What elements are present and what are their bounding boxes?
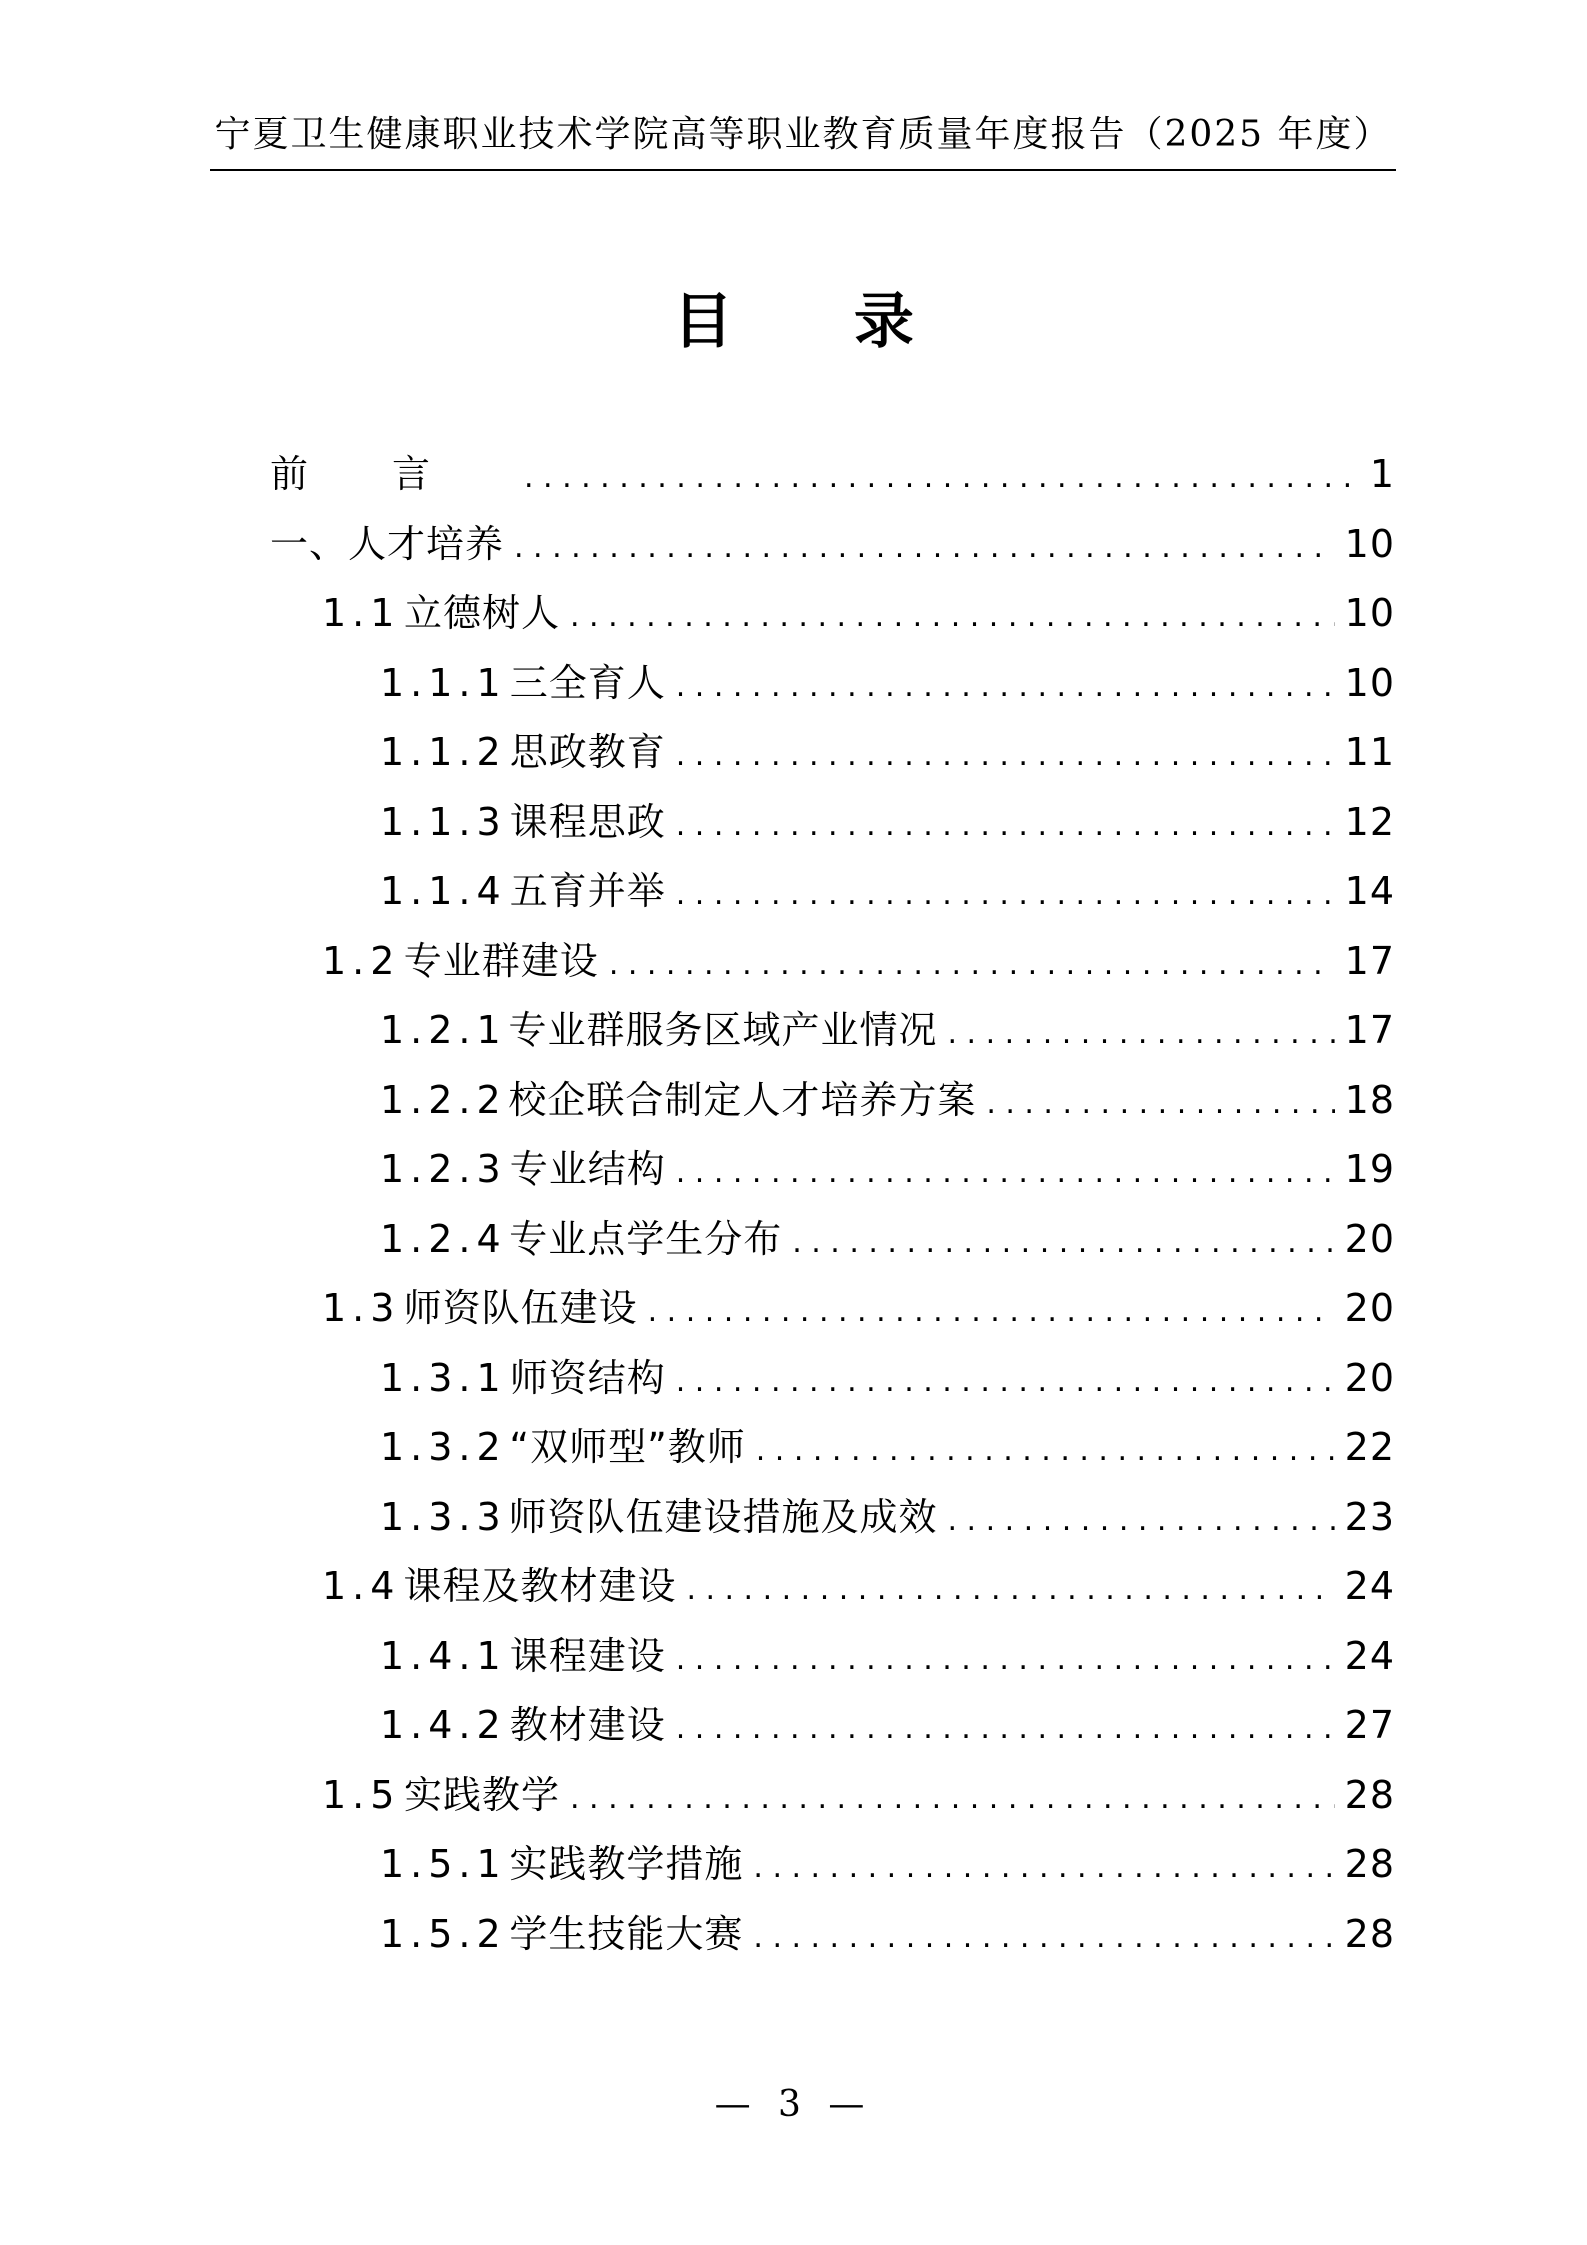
- toc-dot-leader: [676, 1347, 1335, 1417]
- toc-dot-leader: [756, 1416, 1335, 1486]
- toc-entry-number: 1.2.1: [380, 1008, 507, 1052]
- toc-entry-number: 1.3.2: [380, 1425, 507, 1469]
- toc-entry[interactable]: [270, 1066, 1395, 1136]
- header-divider: [210, 169, 1396, 171]
- toc-entry[interactable]: [270, 1135, 1395, 1205]
- toc-entry-label: 师资结构: [509, 1355, 666, 1400]
- toc-entry[interactable]: [270, 579, 1395, 649]
- toc-entry-number: 1.5.2: [380, 1911, 507, 1956]
- toc-entry-number: 1.1.2: [380, 730, 507, 774]
- toc-entry-label: “双师型”教师: [509, 1425, 746, 1469]
- toc-dot-leader: [792, 1208, 1334, 1278]
- toc-entry-page: 17: [1344, 1008, 1395, 1052]
- toc-entry-page: 10: [1344, 521, 1395, 566]
- toc-dot-leader: [648, 1277, 1335, 1347]
- toc-entry-label: 课程及教材建设: [403, 1564, 677, 1608]
- toc-entry-number: 1.3.1: [380, 1355, 507, 1400]
- toc-entry-page: 28: [1344, 1842, 1395, 1886]
- toc-entry[interactable]: [270, 1552, 1395, 1622]
- toc-dot-leader: [948, 999, 1335, 1069]
- toc-entry-label: 专业点学生分布: [509, 1216, 783, 1261]
- toc-entry-page: 18: [1344, 1077, 1395, 1122]
- toc-entry-number: 1.1.4: [380, 869, 507, 913]
- toc-entry-label: 课程建设: [509, 1633, 666, 1678]
- toc-entry-label: 学生技能大赛: [509, 1911, 744, 1956]
- toc-entry-label: 五育并举: [509, 869, 666, 913]
- toc-entry[interactable]: [270, 440, 1395, 510]
- toc-dot-leader: [948, 1486, 1335, 1556]
- toc-title: 目 录: [673, 287, 964, 357]
- toc-entry[interactable]: [270, 788, 1395, 858]
- toc-entry-page: 14: [1344, 869, 1395, 913]
- toc-entry-page: 23: [1344, 1494, 1395, 1539]
- toc-dot-leader: [676, 652, 1335, 722]
- toc-entry[interactable]: [270, 649, 1395, 719]
- toc-dot-leader: [753, 1833, 1334, 1903]
- toc-entry-page: 1: [1369, 452, 1395, 496]
- toc-entry-number: 1.5: [322, 1772, 401, 1817]
- toc-dot-leader: [676, 721, 1335, 791]
- table-of-contents: [270, 440, 1395, 1969]
- toc-entry-page: 24: [1344, 1564, 1395, 1608]
- toc-dot-leader: [524, 443, 1360, 513]
- toc-entry-number: 1.2: [322, 938, 401, 983]
- toc-dot-leader: [676, 1694, 1335, 1764]
- toc-entry-number: 1.1.1: [380, 660, 507, 705]
- toc-entry-page: 20: [1344, 1216, 1395, 1261]
- toc-entry-label: 实践教学: [403, 1772, 560, 1817]
- toc-entry-page: 24: [1344, 1633, 1395, 1678]
- toc-entry[interactable]: [270, 1344, 1395, 1414]
- toc-entry-label: 前言: [270, 452, 515, 496]
- toc-dot-leader: [986, 1069, 1334, 1139]
- toc-entry-label: 校企联合制定人才培养方案: [508, 1077, 977, 1122]
- toc-entry-page: 11: [1344, 730, 1395, 774]
- toc-entry-page: 20: [1344, 1286, 1395, 1330]
- toc-dot-leader: [676, 1625, 1335, 1695]
- running-header: 宁夏卫生健康职业技术学院高等职业教育质量年度报告（2025 年度）: [214, 114, 1392, 155]
- toc-entry-number: 1.4.1: [380, 1633, 507, 1678]
- toc-entry-label: 一、人才培养: [270, 521, 505, 566]
- page-number: — 3 —: [714, 2084, 873, 2125]
- toc-entry[interactable]: [270, 510, 1395, 580]
- toc-entry-number: 1.1: [322, 591, 401, 635]
- toc-entry-page: 27: [1344, 1703, 1395, 1747]
- toc-entry[interactable]: [270, 857, 1395, 927]
- toc-entry[interactable]: [270, 1622, 1395, 1692]
- toc-entry[interactable]: [270, 1413, 1395, 1483]
- toc-dot-leader: [609, 930, 1335, 1000]
- toc-entry[interactable]: [270, 718, 1395, 788]
- toc-entry-number: 1.4: [322, 1564, 401, 1608]
- toc-entry[interactable]: [270, 1691, 1395, 1761]
- toc-entry-page: 10: [1344, 660, 1395, 705]
- toc-entry[interactable]: [270, 927, 1395, 997]
- toc-entry-page: 10: [1344, 591, 1395, 635]
- toc-entry-label: 专业结构: [509, 1147, 666, 1191]
- toc-entry-number: 1.2.4: [380, 1216, 507, 1261]
- toc-entry-page: 19: [1344, 1147, 1395, 1191]
- toc-entry-label: 专业群服务区域产业情况: [508, 1008, 938, 1052]
- toc-entry[interactable]: [270, 1900, 1395, 1970]
- toc-entry[interactable]: [270, 1205, 1395, 1275]
- toc-dot-leader: [753, 1903, 1334, 1973]
- toc-entry-number: 1.2.3: [380, 1147, 507, 1191]
- toc-entry-number: 1.3.3: [380, 1494, 507, 1539]
- toc-entry-label: 专业群建设: [403, 938, 599, 983]
- toc-entry-number: 1.5.1: [380, 1842, 507, 1886]
- toc-entry-label: 课程思政: [509, 799, 666, 844]
- toc-dot-leader: [514, 513, 1335, 583]
- toc-entry-page: 28: [1344, 1911, 1395, 1956]
- toc-entry-page: 28: [1344, 1772, 1395, 1817]
- toc-dot-leader: [676, 791, 1335, 861]
- toc-dot-leader: [676, 860, 1335, 930]
- toc-entry[interactable]: [270, 1761, 1395, 1831]
- toc-entry-label: 立德树人: [403, 591, 560, 635]
- toc-entry[interactable]: [270, 1274, 1395, 1344]
- toc-entry[interactable]: [270, 1483, 1395, 1553]
- toc-entry-page: 12: [1344, 799, 1395, 844]
- toc-entry[interactable]: [270, 996, 1395, 1066]
- toc-entry-label: 实践教学措施: [509, 1842, 744, 1886]
- toc-dot-leader: [676, 1138, 1335, 1208]
- toc-entry[interactable]: [270, 1830, 1395, 1900]
- toc-entry-number: 1.3: [322, 1286, 401, 1330]
- toc-dot-leader: [570, 582, 1335, 652]
- toc-entry-label: 师资队伍建设: [403, 1286, 638, 1330]
- toc-dot-leader: [570, 1764, 1335, 1834]
- toc-entry-page: 20: [1344, 1355, 1395, 1400]
- toc-entry-number: 1.1.3: [380, 799, 507, 844]
- toc-dot-leader: [686, 1555, 1334, 1625]
- toc-entry-label: 三全育人: [509, 660, 666, 705]
- toc-entry-number: 1.2.2: [380, 1077, 507, 1122]
- toc-entry-label: 思政教育: [509, 730, 666, 774]
- toc-entry-page: 17: [1344, 938, 1395, 983]
- toc-entry-number: 1.4.2: [380, 1703, 507, 1747]
- toc-entry-label: 师资队伍建设措施及成效: [508, 1494, 938, 1539]
- toc-entry-label: 教材建设: [509, 1703, 666, 1747]
- toc-entry-page: 22: [1344, 1425, 1395, 1469]
